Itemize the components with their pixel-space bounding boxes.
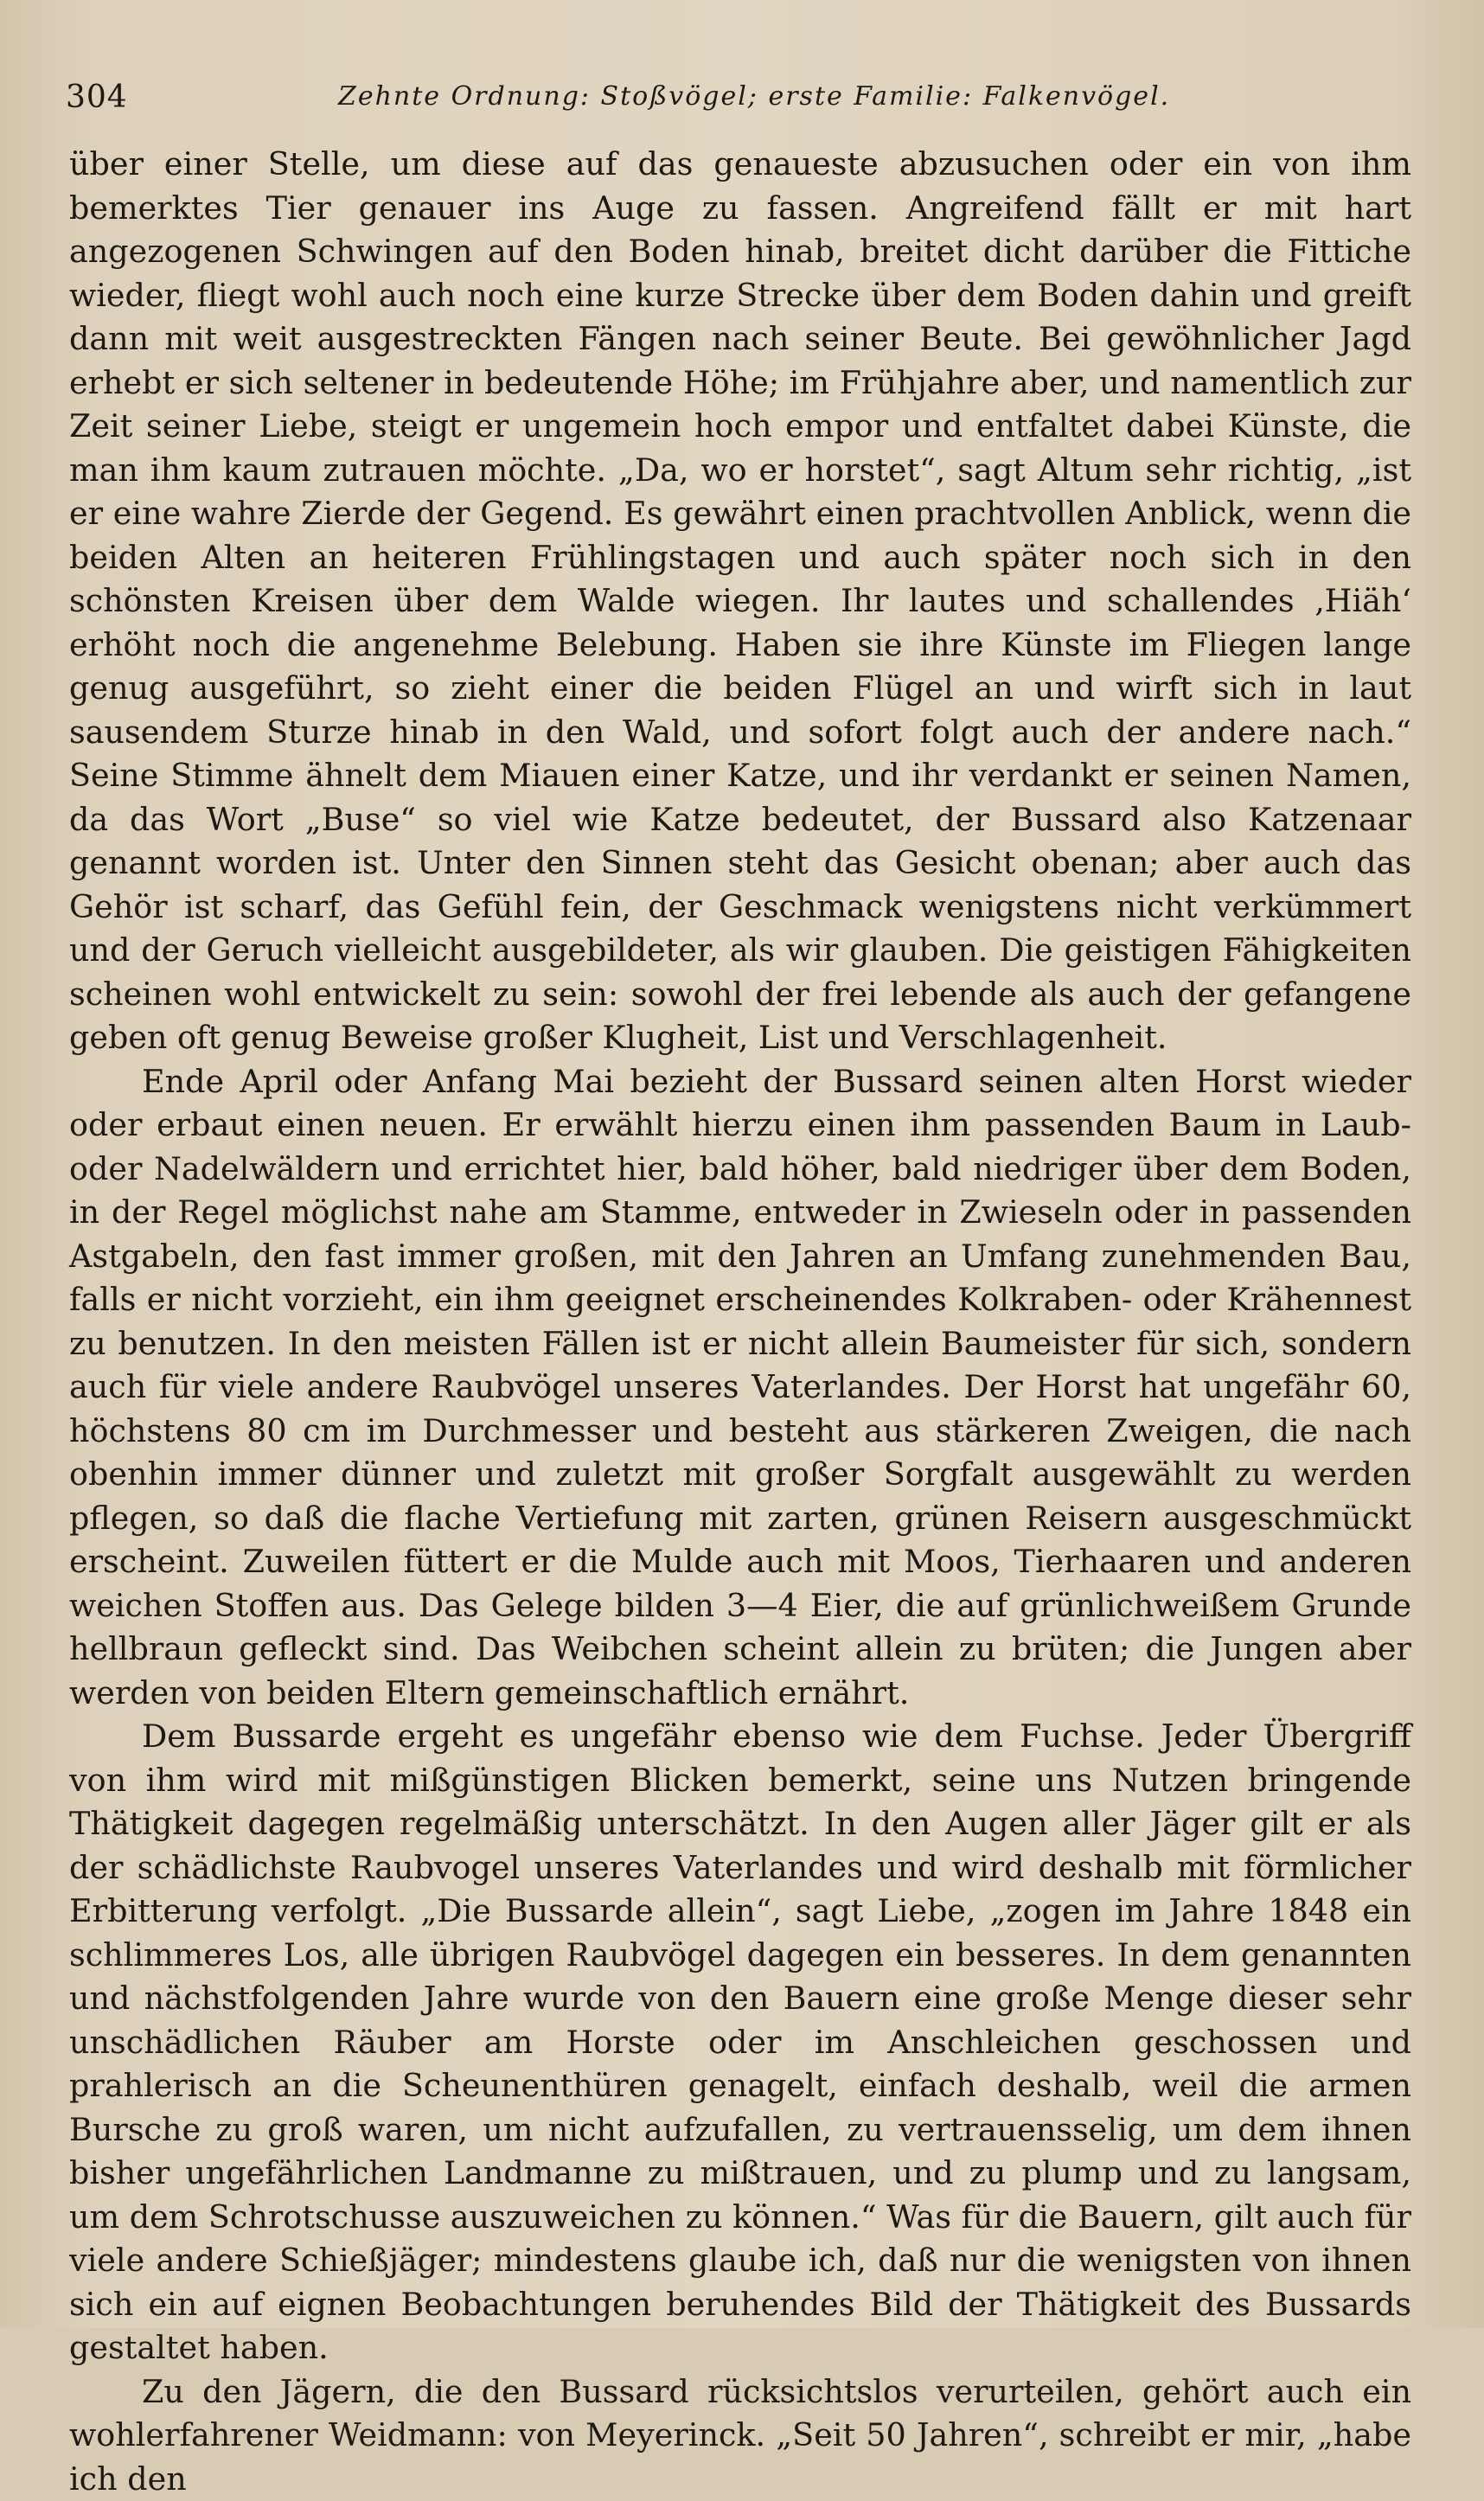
paragraph: Dem Bussarde ergeht es ungefähr ebenso wie dem Fuchse. Jeder Übergriff von ihm wird mit mißgünstigen Blicken bemerkt, seine uns Nutzen bringende Thätigkeit dagegen regelmäßig unterschätzt. In den Augen aller Jäger gilt er als der schädlichste Raubvogel unseres Vaterlandes und wird deshalb mit förmlicher Erbitterung verfolgt. „Die Bussarde allein“, sagt Liebe, „zogen im Jahre 1848 ein schlimmeres Los, alle übrigen Raubvögel dagegen ein besseres. In dem genannten und nächstfolgenden Jahre wurde von den Bauern eine große Menge dieser sehr unschädlichen Räuber am Horste oder im Anschleichen geschossen und prahlerisch an die Scheunenthüren genagelt, einfach deshalb, weil die armen Bursche zu groß waren, um nicht aufzufallen, zu vertrauensselig, um dem ihnen bisher ungefährlichen Landmanne zu mißtrauen, und zu plump und zu langsam, um dem Schrotschusse auszuweichen zu können.“ Was für die Bauern, gilt auch für viele andere Schießjäger; mindestens glaube ich, daß nur die wenigsten von ihnen sich ein auf eignen Beobachtungen beruhendes Bild der Thätigkeit des Bussards gestaltet haben. (69, 1715, 1411, 2370)
paragraph: Ende April oder Anfang Mai bezieht der Bussard seinen alten Horst wieder oder erbaut einen neuen. Er erwählt hierzu einen ihm passenden Baum in Laub- oder Nadelwäldern und errichtet hier, bald höher, bald niedriger über dem Boden, in der Regel möglichst nahe am Stamme, entweder in Zwieseln oder in passenden Astgabeln, den fast immer großen, mit den Jahren an Umfang zunehmenden Bau, falls er nicht vorzieht, ein ihm geeignet erscheinendes Kolkraben- oder Krähennest zu benutzen. In den meisten Fällen ist er nicht allein Baumeister für sich, sondern auch für viele andere Raubvögel unseres Vaterlandes. Der Horst hat ungefähr 60, höchstens 80 cm im Durchmesser und besteht aus stärkeren Zweigen, die nach obenhin immer dünner und zuletzt mit großer Sorgfalt ausgewählt zu werden pflegen, so daß die flache Vertiefung mit zarten, grünen Reisern ausgeschmückt erscheint. Zuweilen füttert er die Mulde auch mit Moos, Tierhaaren und anderen weichen Stoffen aus. Das Gelege bilden 3—4 Eier, die auf grünlichweißem Grunde hellbraun gefleckt sind. Das Weibchen scheint allein zu brüten; die Jungen aber werden von beiden Eltern gemeinschaftlich ernährt. (69, 1060, 1411, 1716)
paragraph: über einer Stelle, um diese auf das genaueste abzusuchen oder ein von ihm bemerktes Tier genauer ins Auge zu fassen. Angreifend fällt er mit hart angezogenen Schwingen auf den Boden hinab, breitet dicht darüber die Fittiche wieder, fliegt wohl auch noch eine kurze Strecke über dem Boden dahin und greift dann mit weit ausgestreckten Fängen nach seiner Beute. Bei gewöhnlicher Jagd erhebt er sich seltener in bedeutende Höhe; im Frühjahre aber, und namentlich zur Zeit seiner Liebe, steigt er ungemein hoch empor und entfaltet dabei Künste, die man ihm kaum zutrauen möchte. „Da, wo er horstet“, sagt Altum sehr richtig, „ist er eine wahre Zierde der Gegend. Es gewährt einen prachtvollen Anblick, wenn die beiden Alten an heiteren Frühlingstagen und auch später noch sich in den schönsten Kreisen über dem Walde wiegen. Ihr lautes und schallendes ‚Hiäh‘ erhöht noch die angenehme Belebung. Haben sie ihre Künste im Fliegen lange genug ausgeführt, so zieht einer die beiden Flügel an und wirft sich in laut sausendem Sturze hinab in den Wald, und sofort folgt auch der andere nach.“ Seine Stimme ähnelt dem Miauen einer Katze, und ihr verdankt er seinen Namen, da das Wort „Buse“ so viel wie Katze bedeutet, der Bussard also Katzenaar genannt worden ist. Unter den Sinnen steht das Gesicht obenan; aber auch das Gehör ist scharf, das Gefühl fein, der Geschmack wenigstens nicht verkümmert und der Geruch vielleicht ausgebildeter, als wir glauben. Die geistigen Fähigkeiten scheinen wohl entwickelt zu sein: sowohl der frei lebende als auch der gefangene geben oft genug Beweise großer Klugheit, List und Verschlagenheit. (69, 143, 1411, 1060)
page-header (66, 80, 1415, 123)
running-head: Zehnte Ordnung: Stoßvögel; erste Familie: Falkenvögel. (338, 81, 1170, 112)
paragraph: Zu den Jägern, die den Bussard rücksichtslos verurteilen, gehört auch ein wohlerfahrener Weidmann: von Meyerinck. „Seit 50 Jahren“, schreibt er mir, „habe ich den (69, 2370, 1411, 2501)
page-number: 304 (66, 80, 128, 115)
body-text (69, 143, 1411, 2501)
